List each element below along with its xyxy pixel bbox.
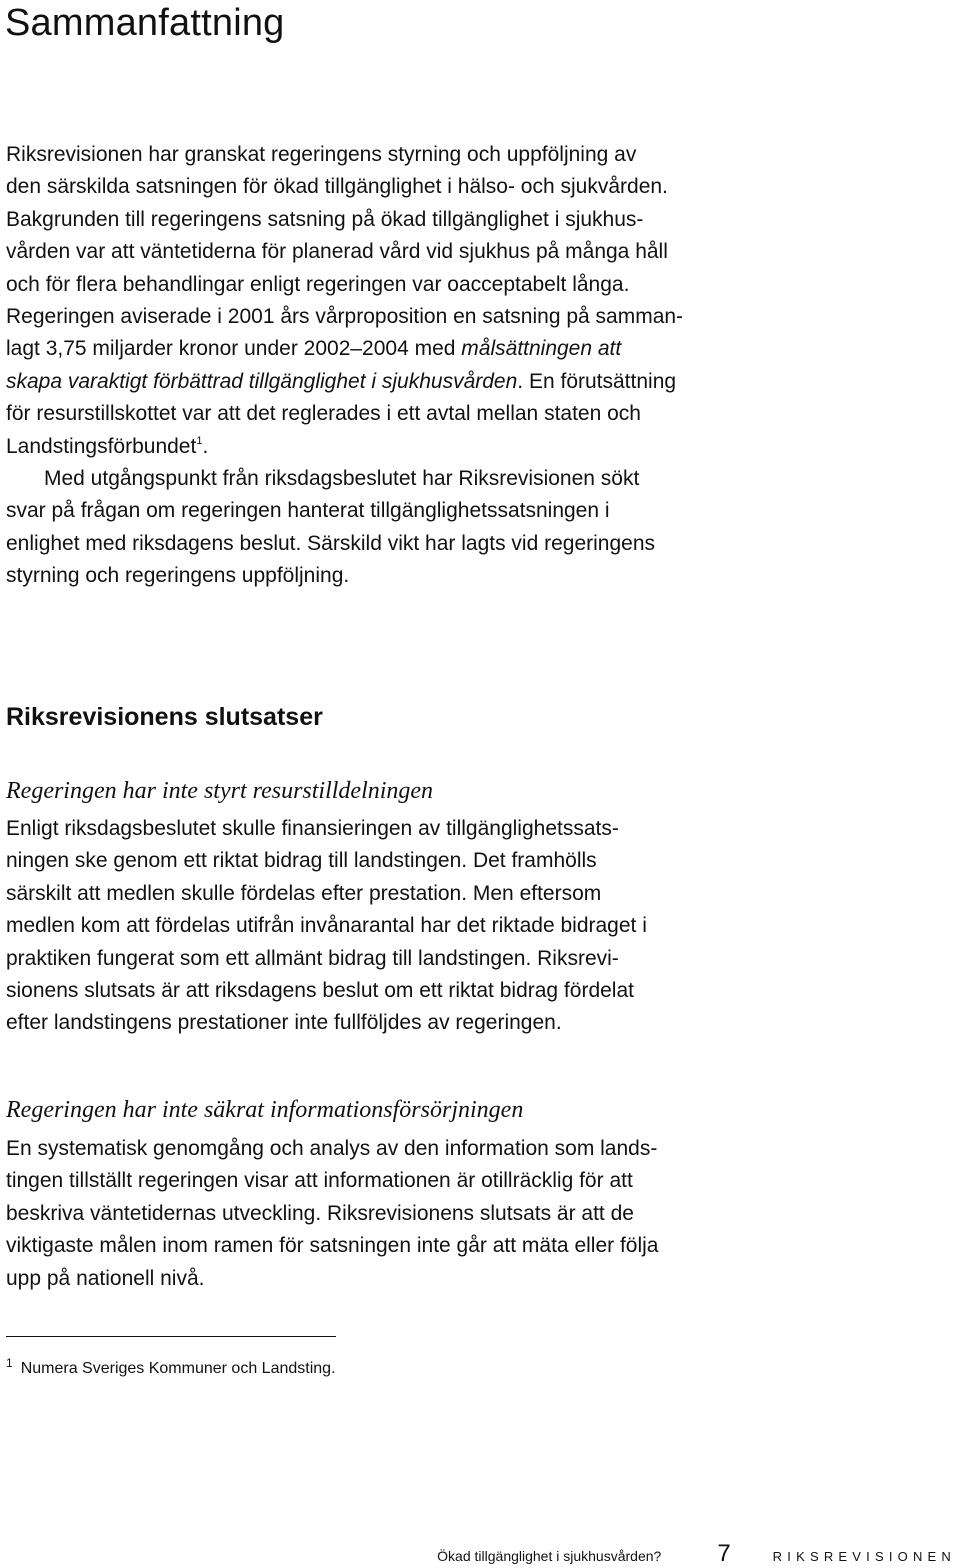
- text-line: Riksrevisionen har granskat regeringens styrning och uppföljning av: [6, 143, 637, 166]
- footnote-number: 1: [6, 1356, 13, 1370]
- text-line: Regeringen aviserade i 2001 års vårproposition en satsning på samman-: [6, 305, 684, 329]
- resource-allocation-paragraph: [6, 813, 647, 1040]
- intro-paragraph-1: [6, 139, 683, 463]
- text-line: vården var att väntetiderna för planerad vård vid sjukhus på många håll: [6, 240, 668, 264]
- text-line: praktiken fungerat som ett allmänt bidrag till landstingen. Riksrevi-: [6, 946, 619, 970]
- text-line: ningen ske genom ett riktat bidrag till landstingen. Det framhölls: [6, 849, 597, 873]
- text-line: styrning och regeringens uppföljning.: [6, 564, 350, 588]
- text-line: Enligt riksdagsbeslutet skulle finansieringen av tillgänglighetssats-: [6, 817, 619, 840]
- footnote-divider: [6, 1336, 336, 1337]
- page-title: Sammanfattning: [5, 2, 285, 44]
- text-line: [6, 366, 683, 398]
- footnote-reference: 1: [196, 434, 203, 447]
- text-line: och för flera behandlingar enligt regeringen var oacceptabelt långa.: [6, 272, 630, 296]
- text-line: särskilt att medlen skulle fördelas efter prestation. Men eftersom: [6, 881, 602, 905]
- page-number: 7: [717, 1540, 731, 1567]
- text-line: tingen tillställt regeringen visar att informationen är otillräcklig för att: [6, 1169, 633, 1193]
- text-line: för resurstillskottet var att det reglerades i ett avtal mellan staten och: [6, 402, 641, 426]
- subheading-resource-allocation: Regeringen har inte styrt resurstilldelningen: [6, 778, 434, 804]
- text-line: [6, 333, 683, 365]
- information-supply-paragraph: [6, 1133, 659, 1295]
- text-line: beskriva väntetidernas utveckling. Riksrevisionens slutsats är att de: [6, 1201, 634, 1225]
- publisher-name: RIKSREVISIONEN: [772, 1549, 956, 1564]
- text-line: enlighet med riksdagens beslut. Särskild vikt har lagts vid regeringens: [6, 531, 656, 555]
- footnote-text: Numera Sveriges Kommuner och Landsting.: [20, 1360, 336, 1377]
- text-segment: .: [202, 434, 209, 458]
- text-line: Bakgrunden till regeringens satsning på ökad tillgänglighet i sjukhus-: [6, 207, 644, 231]
- text-line: [6, 431, 683, 463]
- text-line: viktigaste målen inom ramen för satsningen inte går att mäta eller följa: [6, 1234, 659, 1258]
- text-line: En systematisk genomgång och analys av den information som lands-: [6, 1137, 658, 1160]
- page-footer: [437, 1540, 956, 1567]
- text-segment: . En förutsättning: [517, 369, 677, 393]
- intro-paragraph-2: [6, 463, 683, 593]
- intro-section: [6, 139, 683, 593]
- text-segment: lagt 3,75 miljarder kronor under 2002–2004 med: [6, 337, 462, 361]
- text-line: Med utgångspunkt från riksdagsbeslutet har Riksrevisionen sökt: [44, 467, 640, 491]
- emphasis-text: målsättningen att: [461, 337, 622, 361]
- text-line: efter landstingens prestationer inte fullföljdes av regeringen.: [6, 1011, 562, 1035]
- section-heading: Riksrevisionens slutsatser: [6, 703, 323, 731]
- text-line: den särskilda satsningen för ökad tillgänglighet i hälso- och sjukvården.: [6, 175, 668, 199]
- footer-document-title: Ökad tillgänglighet i sjukhusvården?: [437, 1548, 662, 1564]
- subheading-information-supply: Regeringen har inte säkrat informationsförsörjningen: [6, 1097, 524, 1123]
- text-line: upp på nationell nivå.: [6, 1266, 205, 1290]
- text-line: medlen kom att fördelas utifrån invånarantal har det riktade bidraget i: [6, 914, 647, 938]
- text-segment: Landstingsförbundet: [6, 434, 197, 458]
- text-line: svar på frågan om regeringen hanterat tillgänglighetssatsningen i: [6, 499, 610, 523]
- footnote: [6, 1352, 336, 1380]
- text-line: sionens slutsats är att riksdagens beslut om ett riktat bidrag fördelat: [6, 979, 634, 1003]
- emphasis-text: skapa varaktigt förbättrad tillgänglighet i sjukhusvården: [6, 369, 518, 393]
